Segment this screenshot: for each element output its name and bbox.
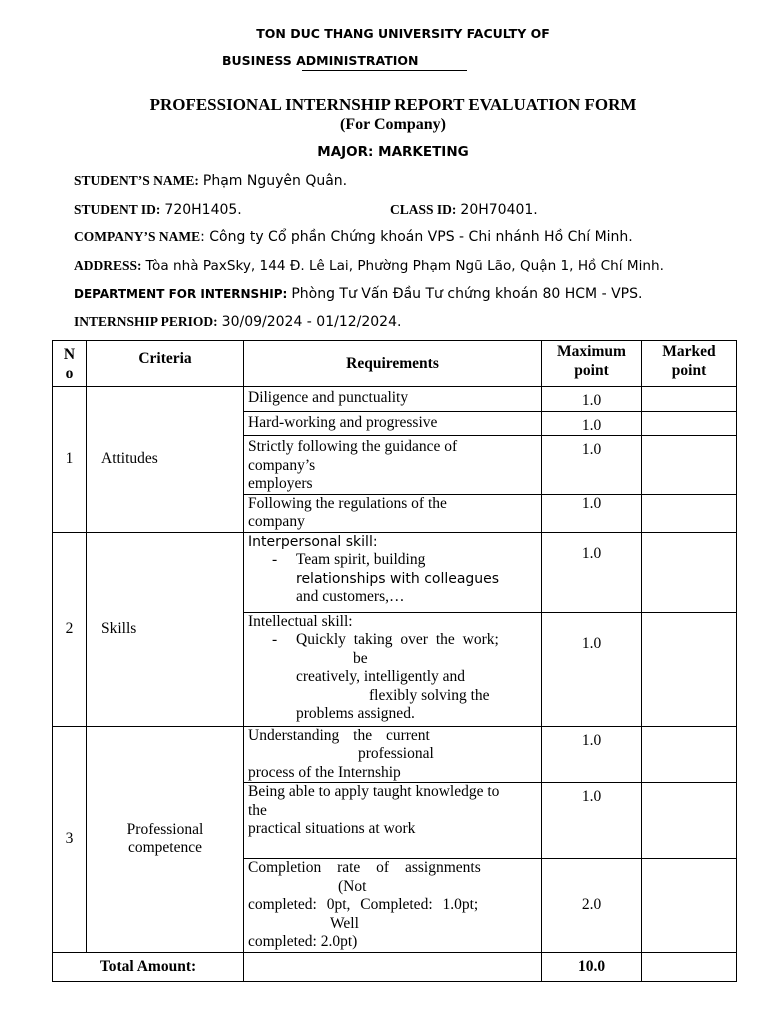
address-row <box>74 257 664 275</box>
requirement-line: Following the regulations of the <box>248 494 447 512</box>
requirement-cell <box>244 859 542 953</box>
evaluation-table <box>52 340 737 982</box>
criteria-line: Professional <box>126 821 204 838</box>
marked-point-cell[interactable] <box>642 494 737 532</box>
requirement-line: Strictly following the guidance of <box>248 438 458 455</box>
max-point-cell: 1.0 <box>542 532 642 612</box>
requirement-cell: Diligence and punctuality <box>244 387 542 412</box>
form-title: PROFESSIONAL INTERNSHIP REPORT EVALUATION FORM <box>149 95 637 114</box>
marked-point-cell[interactable] <box>642 783 737 859</box>
company-label: COMPANY’S NAME <box>74 229 201 244</box>
company-row <box>74 228 633 246</box>
requirement-cell <box>244 436 542 495</box>
department-label: DEPARTMENT FOR INTERNSHIP: <box>74 287 288 301</box>
total-requirements-cell <box>244 952 542 981</box>
student-id-row <box>74 201 242 219</box>
marked-point-cell[interactable] <box>642 412 737 436</box>
table-row <box>53 532 737 612</box>
max-point-cell: 1.0 <box>542 612 642 726</box>
header-underline <box>302 70 467 71</box>
student-name-row <box>74 172 347 190</box>
total-row <box>53 952 737 981</box>
university-header: TON DUC THANG UNIVERSITY FACULTY OF <box>256 26 550 41</box>
criteria-line: competence <box>127 839 202 856</box>
header-no: No <box>53 341 87 387</box>
period-row <box>74 313 401 331</box>
requirement-line: the <box>248 801 267 819</box>
header-marked-line1: Marked <box>662 343 716 360</box>
header-max-line2: point <box>574 362 609 379</box>
requirement-line: flexibly solving the <box>369 686 490 704</box>
student-name-value: Phạm Nguyên Quân. <box>202 173 348 189</box>
header-requirements: Requirements <box>244 341 542 387</box>
max-point-cell: 1.0 <box>542 726 642 783</box>
max-point-cell: 1.0 <box>542 387 642 412</box>
group-criteria: Attitudes <box>87 387 244 533</box>
group-no: 1 <box>53 387 87 533</box>
requirement-line: Well <box>330 914 359 932</box>
requirement-cell <box>244 494 542 532</box>
max-point-cell: 1.0 <box>542 783 642 859</box>
total-value: 10.0 <box>542 952 642 981</box>
header-maximum-point <box>542 341 642 387</box>
requirement-line: professional <box>358 745 434 762</box>
requirement-line: company <box>248 513 305 530</box>
student-name-label: STUDENT’S NAME: <box>74 173 199 188</box>
faculty-header: BUSINESS ADMINISTRATION <box>222 53 419 68</box>
requirement-line: Understanding the current <box>248 726 430 744</box>
marked-point-cell[interactable] <box>642 387 737 412</box>
requirement-line: Completion rate of assignments <box>248 859 481 876</box>
requirement-line: completed: 2.0pt) <box>248 933 358 950</box>
total-label: Total Amount: <box>53 952 244 981</box>
requirement-cell <box>244 532 542 612</box>
requirement-line: company’s <box>248 456 316 474</box>
dash-bullet: - <box>272 631 278 648</box>
marked-point-cell[interactable] <box>642 436 737 495</box>
class-id-row <box>390 201 538 219</box>
student-id-label: STUDENT ID: <box>74 202 161 217</box>
requirement-cell <box>244 783 542 859</box>
requirement-line: relationships with colleagues <box>296 570 500 587</box>
requirement-line: completed: 0pt, Completed: 1.0pt; <box>248 896 479 913</box>
form-subtitle: (For Company) <box>340 116 446 133</box>
header-max-line1: Maximum <box>557 343 626 360</box>
group-no: 3 <box>53 726 87 952</box>
department-value: Phòng Tư Vấn Đầu Tư chứng khoán 80 HCM - VPS. <box>291 286 643 302</box>
requirement-line: Interpersonal skill: <box>248 533 378 550</box>
requirement-line: practical situations at work <box>248 820 416 837</box>
marked-point-cell[interactable] <box>642 726 737 783</box>
department-row <box>74 285 642 303</box>
header-marked-point <box>642 341 737 387</box>
header-marked-line2: point <box>671 362 707 379</box>
max-point-cell: 2.0 <box>542 859 642 953</box>
table-row <box>53 726 737 783</box>
marked-point-cell[interactable] <box>642 612 737 726</box>
requirement-line: problems assigned. <box>296 705 415 722</box>
address-label: ADDRESS: <box>74 258 142 273</box>
table-header-row <box>53 341 737 387</box>
requirement-line: be <box>353 649 368 667</box>
requirement-line: Intellectual skill: <box>248 612 353 630</box>
requirement-cell <box>244 612 542 726</box>
group-criteria: Skills <box>87 532 244 726</box>
header-criteria: Criteria <box>87 341 244 387</box>
company-value: : Công ty Cổ phần Chứng khoán VPS - Chi nhánh Hồ Chí Minh. <box>200 229 633 245</box>
requirement-line: Quickly taking over the work; <box>296 631 499 648</box>
period-label: INTERNSHIP PERIOD: <box>74 314 218 329</box>
max-point-cell: 1.0 <box>542 412 642 436</box>
requirement-line: process of the Internship <box>248 763 401 781</box>
requirement-cell <box>244 726 542 783</box>
requirement-line: (Not <box>338 877 367 895</box>
total-marked-cell[interactable] <box>642 952 737 981</box>
table-row <box>53 387 737 412</box>
marked-point-cell[interactable] <box>642 859 737 953</box>
requirement-line: creatively, intelligently and <box>296 668 466 685</box>
requirement-line: and customers,… <box>296 588 405 605</box>
marked-point-cell[interactable] <box>642 532 737 612</box>
requirement-line: employers <box>248 475 313 492</box>
dash-bullet: - <box>272 551 278 568</box>
class-id-label: CLASS ID: <box>390 202 457 217</box>
major-label: MAJOR: MARKETING <box>317 144 469 160</box>
max-point-cell: 1.0 <box>542 436 642 495</box>
requirement-line: Being able to apply taught knowledge to <box>248 783 500 800</box>
max-point-cell: 1.0 <box>542 494 642 532</box>
group-criteria <box>87 726 244 952</box>
class-id-value: 20H70401. <box>460 202 538 218</box>
period-value: 30/09/2024 - 01/12/2024. <box>221 314 402 330</box>
group-no: 2 <box>53 532 87 726</box>
requirement-cell: Hard-working and progressive <box>244 412 542 436</box>
requirement-line: Team spirit, building <box>296 551 426 568</box>
address-value: Tòa nhà PaxSky, 144 Đ. Lê Lai, Phường Phạm Ngũ Lão, Quận 1, Hồ Chí Minh. <box>145 258 664 274</box>
student-id-value: 720H1405. <box>164 202 242 218</box>
